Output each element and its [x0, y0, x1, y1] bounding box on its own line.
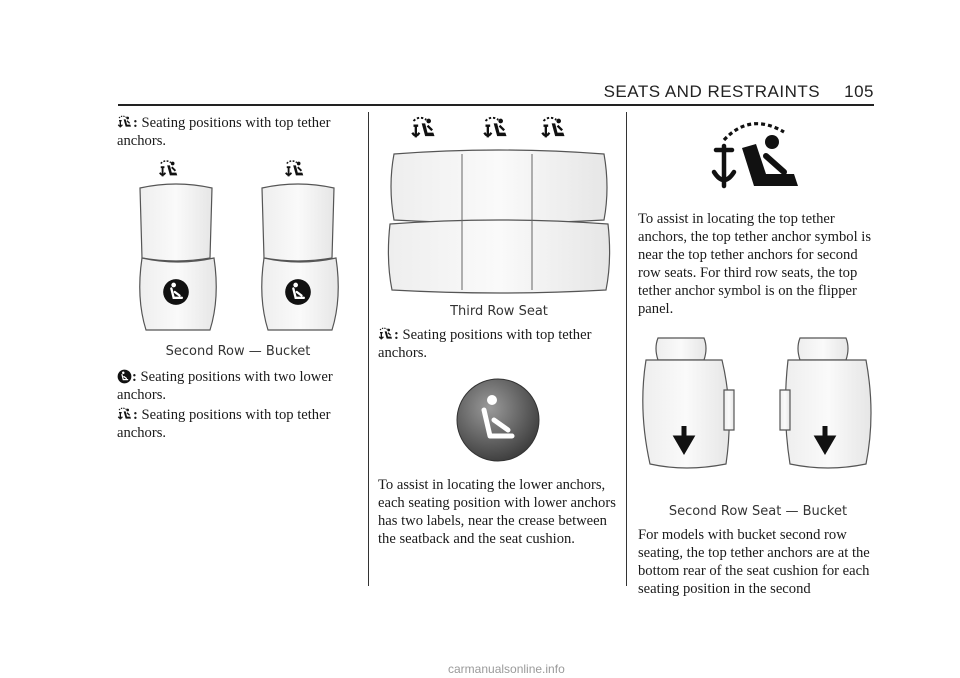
- lower-anchor-icon: [285, 279, 311, 305]
- tether-anchor-icon: [286, 161, 303, 176]
- col1-caption: Second Row — Bucket: [165, 344, 311, 359]
- col3-caption: Second Row Seat — Bucket: [668, 504, 848, 519]
- col1-para1: : Seating positions with top tether anchors.: [117, 115, 331, 149]
- lower-anchor-label-illustration: [456, 378, 540, 462]
- watermark: carmanualsonline.info: [448, 662, 565, 676]
- header-rule: [118, 104, 874, 106]
- col1-para3: : Seating positions with top tether anchors.: [117, 407, 331, 441]
- tether-anchor-icon: [542, 118, 564, 138]
- page-number: 105: [844, 82, 874, 101]
- lower-anchor-icon: [163, 279, 189, 305]
- tether-anchor-icon: [412, 118, 434, 138]
- col2-caption: Third Row Seat: [450, 304, 548, 319]
- tether-anchor-icon: [117, 114, 133, 130]
- column-divider-1: [368, 112, 369, 586]
- tether-anchor-icon: [117, 406, 133, 422]
- third-row-seat-illustration: [388, 114, 610, 298]
- col3-para1: To assist in locating the top tether anchors, the top tether anchor symbol is near the top tether anchors for second row seats. For third row seats, the top tether anchor symbol is on the flipper panel.: [638, 211, 872, 317]
- col2-para1: : Seating positions with top tether anchors.: [378, 327, 592, 361]
- tether-anchor-symbol-illustration: [706, 118, 804, 192]
- section-title: SEATS AND RESTRAINTS: [603, 82, 821, 101]
- lower-anchor-icon: [117, 369, 132, 384]
- page-header: [604, 82, 874, 102]
- tether-anchor-icon: [378, 326, 394, 342]
- col1-para2: : Seating positions with two lower anchors.: [117, 369, 333, 403]
- tether-anchor-icon: [160, 161, 177, 176]
- col3-para2: For models with bucket second row seating, the top tether anchors are at the bottom rear of the seat cushion for each seating position in the second: [638, 527, 870, 597]
- second-row-seat-bucket-illustration: [640, 334, 876, 474]
- column-divider-2: [626, 112, 627, 586]
- tether-anchor-icon: [484, 118, 506, 138]
- second-row-bucket-illustration: [138, 158, 338, 334]
- col2-para2: To assist in locating the lower anchors, each seating position with lower anchors has two labels, near the crease between the seatback and the seat cushion.: [378, 477, 616, 547]
